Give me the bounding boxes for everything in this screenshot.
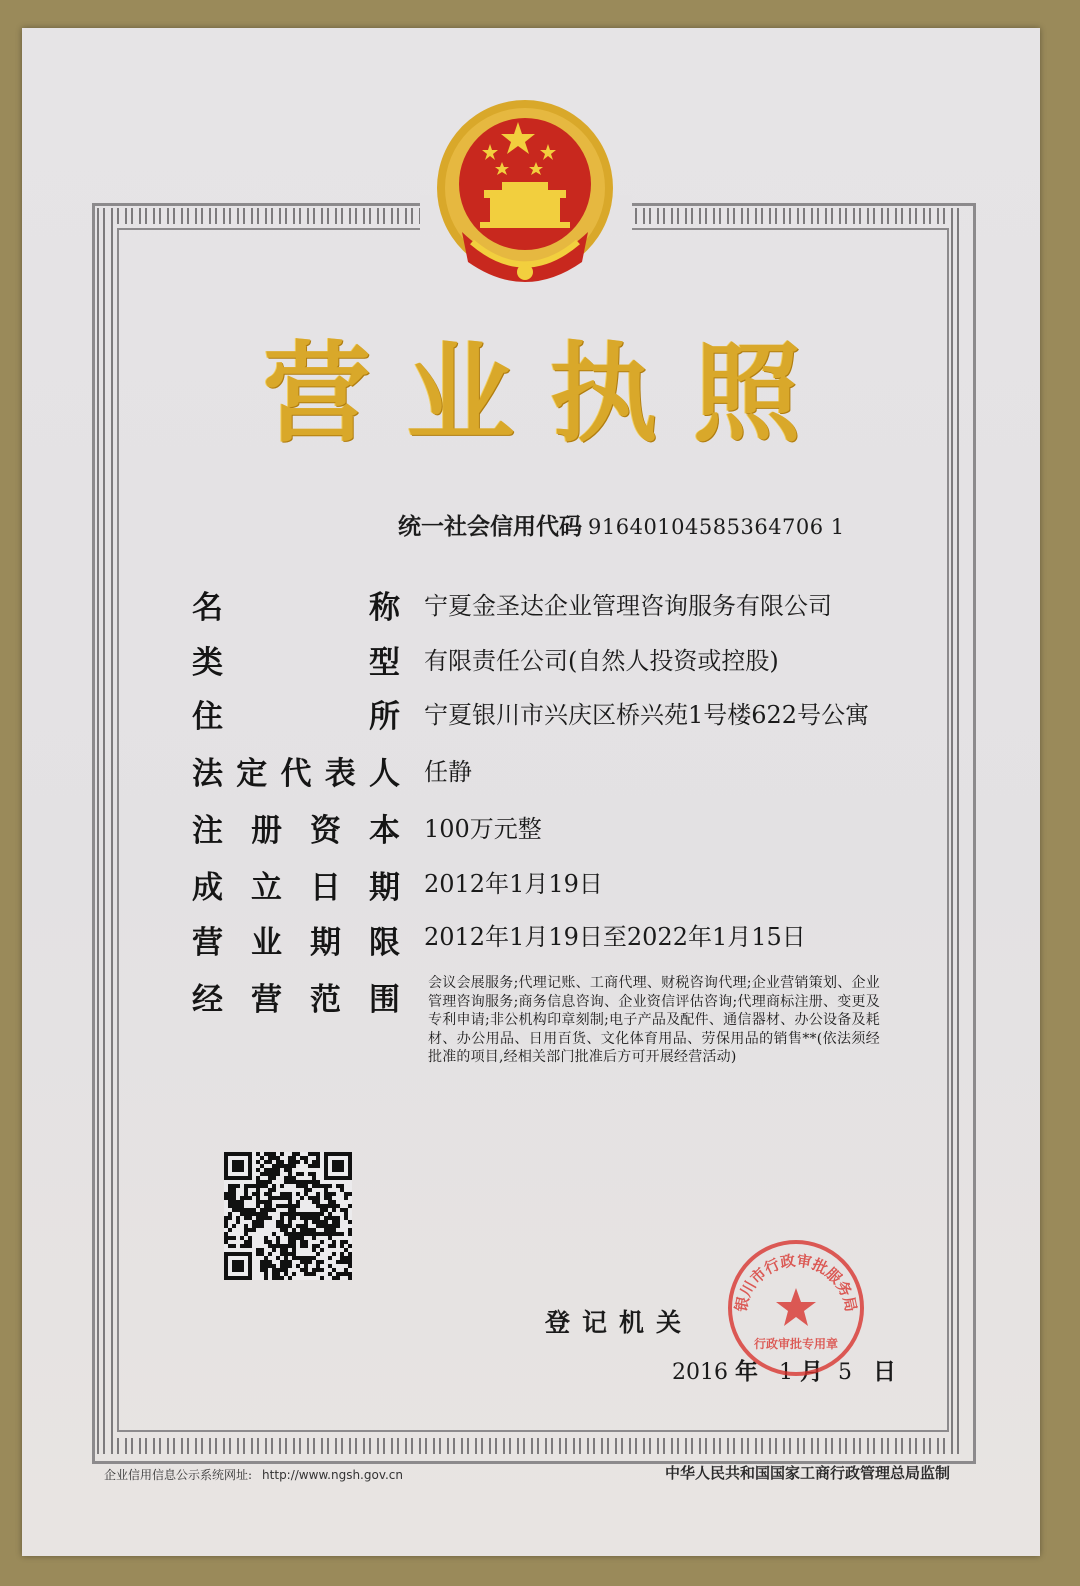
seal-text: 银川市行政审批服务局 (731, 1251, 861, 1314)
qr-code[interactable] (224, 1152, 352, 1280)
field-label: 法 定 代 表 人 (192, 756, 400, 792)
title-char: 照 (692, 332, 801, 457)
credit-code-line (398, 508, 845, 541)
field-label: 注 册 资 本 (192, 813, 400, 849)
issue-month: 1 (779, 1360, 793, 1385)
footer-supervisor: 中华人民共和国国家工商行政管理总局监制 (664, 1464, 950, 1482)
field-label: 成 立 日 期 (192, 870, 400, 906)
footer-system-label: 企业信用信息公示系统网址: (104, 1468, 253, 1482)
field-value-term: 2012年1月19日至2022年1月15日 (424, 923, 806, 951)
field-value-established: 2012年1月19日 (424, 870, 603, 898)
national-emblem-icon (432, 92, 618, 292)
title-char: 业 (406, 332, 515, 457)
issue-day: 5 (838, 1360, 852, 1385)
issue-date: 2016 年 1 月 5 日 (672, 1359, 896, 1385)
field-value-legal-rep: 任静 (424, 758, 472, 786)
field-value-type: 有限责任公司(自然人投资或控股) (424, 647, 779, 675)
field-value-capital: 100万元整 (424, 815, 542, 843)
field-label: 住 所 (192, 699, 400, 735)
business-scope-text: 会议会展服务;代理记账、工商代理、财税咨询代理;企业营销策划、企业管理咨询服务;商务信息咨询、企业资信评估咨询;代理商标注册、变更及专利申请;非公机构印章刻制;电子产品及配件、通信器材、办公设备及耗材、办公用品、日用百货、文化体育用品、劳保用品的销售**(依法须经批准的项目,经相关部门批准后方可开展经营活动) (428, 975, 880, 1065)
registration-authority-label: 登记机关 (545, 1308, 694, 1337)
credit-code-value: 91640104585364706 1 (588, 515, 845, 539)
credit-code-label: 统一社会信用代码 (398, 514, 582, 540)
field-label: 类 型 (192, 645, 400, 681)
field-value-name: 宁夏金圣达企业管理咨询服务有限公司 (424, 592, 832, 620)
field-value-address: 宁夏银川市兴庆区桥兴苑1号楼622号公寓 (424, 701, 870, 729)
field-label: 名 称 (192, 590, 400, 626)
title-char: 营 (262, 332, 371, 457)
issue-year: 2016 (672, 1360, 728, 1385)
title-char: 执 (549, 332, 658, 457)
footer-url-link[interactable]: http://www.ngsh.gov.cn (262, 1468, 404, 1482)
footer-system (104, 1466, 403, 1483)
field-label: 营 业 期 限 (192, 925, 400, 961)
seal-subtext: 行政审批专用章 (753, 1337, 839, 1351)
official-seal (724, 1236, 868, 1380)
field-label: 经 营 范 围 (192, 982, 400, 1018)
license-title (252, 330, 812, 460)
